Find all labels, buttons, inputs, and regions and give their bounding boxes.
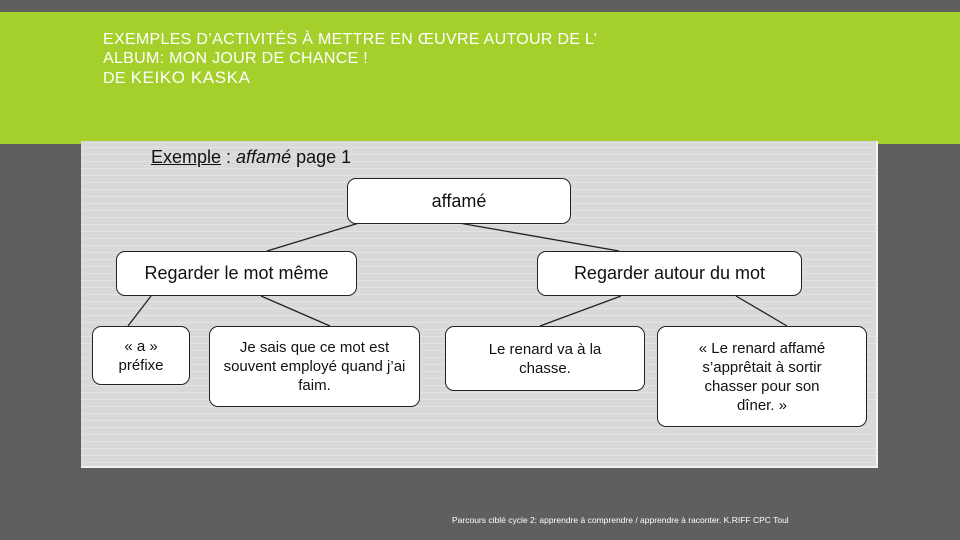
heading-rest: page 1 (291, 147, 352, 167)
connector-left-b (261, 296, 330, 326)
leaf-node-usage: Je sais que ce mot est souvent employé quand j’ai faim. (209, 326, 420, 407)
heading-label: Exemple (151, 147, 222, 167)
root-node: affamé (347, 178, 571, 224)
branch-node-around-word: Regarder autour du mot (537, 251, 802, 296)
connector-root-left (267, 223, 359, 251)
heading-separator: : (221, 147, 237, 167)
connector-right-a (540, 296, 621, 326)
connector-left-a (128, 296, 151, 326)
title-prefix: DE (103, 70, 131, 87)
leaf-node-quote: « Le renard affamé s’apprêtait à sortir chasser pour son dîner. » (657, 326, 867, 427)
title-line-3 (103, 68, 823, 88)
branch-node-word-itself: Regarder le mot même (116, 251, 357, 296)
leaf-node-prefix: « a » préfixe (92, 326, 190, 385)
connector-root-right (459, 223, 619, 251)
connector-right-b (736, 296, 787, 326)
footer-credit: Parcours ciblé cycle 2: apprendre à comprendre / apprendre à raconter. K.RIFF CPC Toul (452, 515, 789, 525)
leaf-node-context: Le renard va à la chasse. (445, 326, 645, 391)
diagram-figure (81, 141, 878, 468)
slide-title (103, 30, 823, 88)
title-author: KEIKO KASKA (130, 68, 251, 87)
title-line-1: EXEMPLES D’ACTIVITÉS À METTRE EN ŒUVRE AUTOUR DE L’ (103, 31, 598, 48)
title-line-2: ALBUM: MON JOUR DE CHANCE ! (103, 50, 369, 67)
heading-word: affamé (236, 147, 292, 167)
